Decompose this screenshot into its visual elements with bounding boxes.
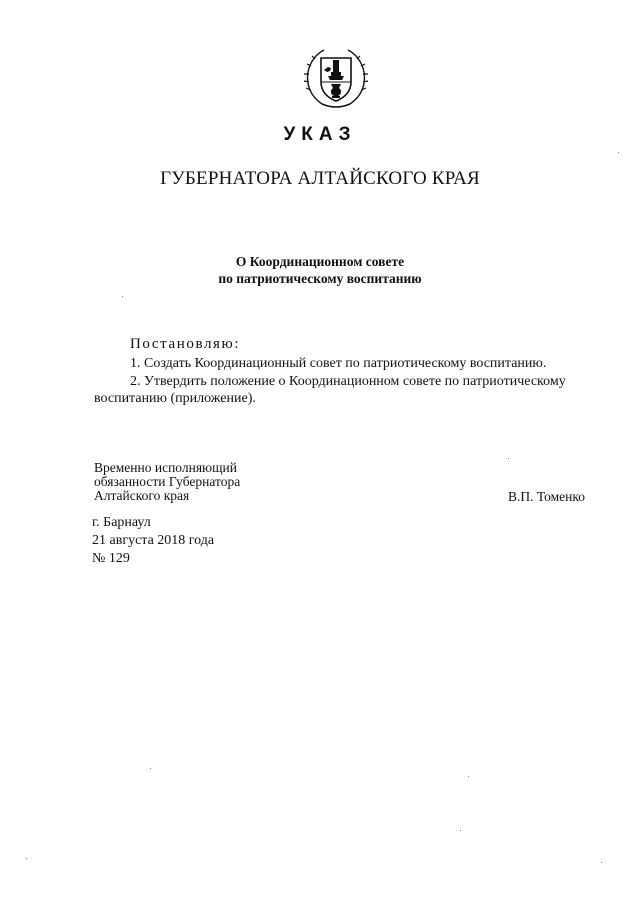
decree-item-1: 1. Создать Координационный совет по патриотическому воспитанию. — [130, 356, 547, 371]
scan-speck — [508, 458, 509, 459]
signatory-position-line-2: обязанности Губернатора — [94, 474, 241, 489]
altai-krai-coat-of-arms-icon — [302, 44, 370, 112]
subject-line-1: О Координационном совете — [235, 254, 405, 269]
issuer-title: ГУБЕРНАТОРА АЛТАЙСКОГО КРАЯ — [160, 168, 480, 189]
scan-speck — [618, 152, 619, 153]
scan-speck — [601, 862, 602, 863]
signatory-position — [94, 461, 240, 503]
decree-subject — [0, 253, 640, 287]
issue-date: 21 августа 2018 года — [92, 533, 215, 548]
signatory-name: В.П. Томенко — [508, 489, 585, 504]
issue-place: г. Барнаул — [92, 515, 151, 530]
document-type-title: УКАЗ — [283, 124, 357, 145]
scan-speck — [150, 768, 151, 769]
signatory-position-line-3: Алтайского края — [94, 488, 190, 503]
decree-verb: Постановляю: — [130, 336, 241, 352]
subject-line-2: по патриотическому воспитанию — [218, 271, 422, 286]
document-number: № 129 — [92, 551, 130, 566]
signatory-position-line-1: Временно исполняющий — [94, 460, 237, 475]
decree-item-2-line-2: воспитанию (приложение). — [94, 391, 256, 406]
scan-speck — [122, 296, 123, 297]
decree-item-2-line-1: 2. Утвердить положение о Координационном совете по патриотическому — [130, 374, 566, 389]
document-footer — [92, 514, 214, 568]
scan-speck — [460, 830, 461, 831]
scan-speck — [468, 776, 469, 777]
scan-speck — [26, 858, 27, 859]
